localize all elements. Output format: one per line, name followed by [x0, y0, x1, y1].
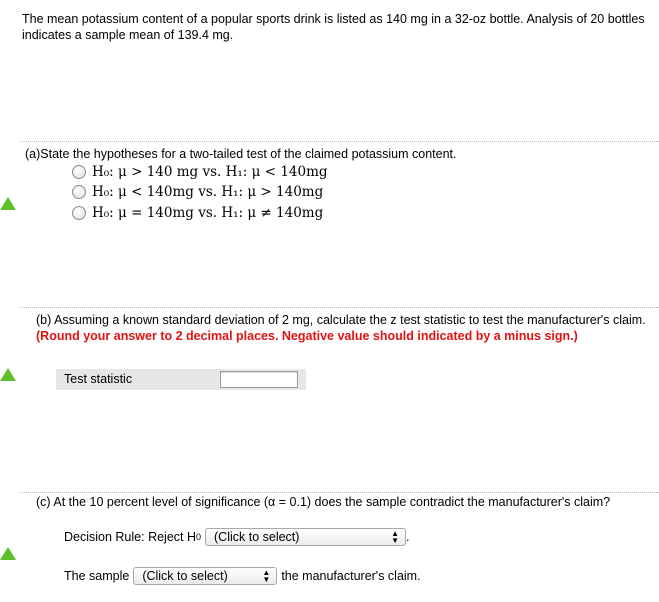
select-arrows-icon: ▲ ▼ — [262, 568, 271, 584]
decision-rule-label: Decision Rule: Reject H — [64, 530, 196, 544]
select-arrows-icon: ▲ ▼ — [391, 529, 400, 545]
radio-button-icon[interactable] — [72, 206, 86, 220]
test-statistic-row — [56, 369, 306, 390]
radio-button-icon[interactable] — [72, 165, 86, 179]
sample-conclusion-row — [64, 566, 421, 586]
decision-rule-select[interactable] — [205, 528, 406, 546]
divider — [20, 141, 659, 142]
sample-prefix: The sample — [64, 569, 130, 583]
decision-rule-suffix: . — [406, 530, 410, 544]
option-label: H₀: μ = 140mg vs. H₁: μ ≠ 140mg — [92, 205, 324, 221]
hypothesis-option-2[interactable] — [72, 182, 323, 202]
h0-subscript: 0 — [196, 532, 202, 542]
problem-intro: The mean potassium content of a popular sports drink is listed as 140 mg in a 32-oz bottle. Analysis of 20 bottles indicates a sample mean of 139.4 mg. — [22, 12, 645, 42]
hypothesis-option-1[interactable] — [72, 162, 328, 182]
sample-conclusion-select[interactable] — [133, 567, 277, 585]
decision-rule-row — [64, 527, 410, 547]
part-c-question: (c) At the 10 percent level of significance (α = 0.1) does the sample contradict the manufacturer's claim? — [36, 495, 611, 509]
part-b-label: (b) — [36, 313, 52, 327]
option-label: H₀: μ < 140mg vs. H₁: μ > 140mg — [92, 184, 324, 200]
part-b-instruction: (Round your answer to 2 decimal places. Negative value should indicated by a minus sign.) — [36, 329, 578, 343]
part-b-text: Assuming a known standard deviation of 2 mg, calculate the z test statistic to test the manufacturer's claim. — [54, 313, 646, 327]
divider — [20, 492, 659, 493]
part-b-question — [36, 312, 658, 344]
green-triangle-marker-icon — [0, 368, 16, 381]
test-statistic-label: Test statistic — [64, 372, 133, 386]
test-statistic-input[interactable] — [220, 371, 298, 388]
select-value: (Click to select) — [214, 530, 300, 544]
radio-button-icon[interactable] — [72, 185, 86, 199]
option-label: H₀: μ > 140 mg vs. H₁: μ < 140mg — [92, 164, 328, 180]
green-triangle-marker-icon — [0, 547, 16, 560]
part-a-question: (a)State the hypotheses for a two-tailed test of the claimed potassium content. — [25, 147, 457, 161]
hypothesis-option-3[interactable] — [72, 203, 323, 223]
sample-suffix: the manufacturer's claim. — [281, 569, 421, 583]
green-triangle-marker-icon — [0, 197, 16, 210]
divider — [20, 307, 659, 308]
select-value: (Click to select) — [142, 569, 228, 583]
